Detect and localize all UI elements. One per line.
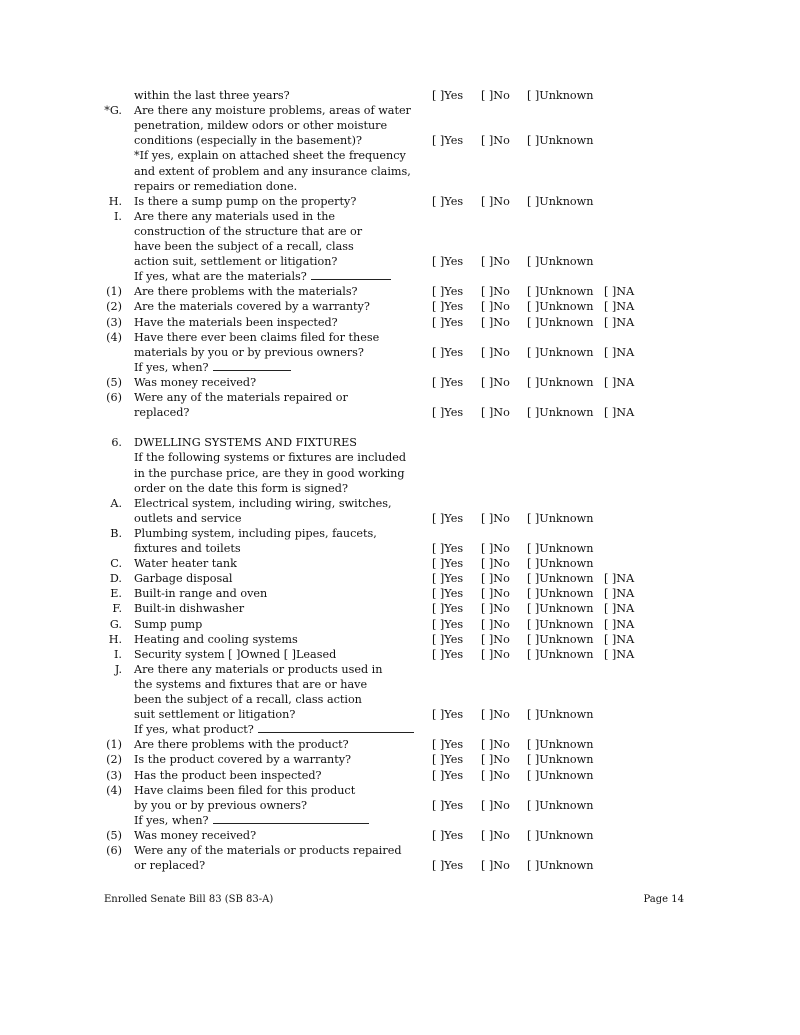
checkbox-yes[interactable]: [ ]Yes: [432, 194, 464, 208]
item-marker: H.: [108, 632, 122, 646]
question-label: Are there any materials or products used in: [134, 662, 383, 676]
question-text: [134, 330, 379, 345]
question-label: Was money received?: [134, 375, 257, 389]
checkbox-na[interactable]: [ ]NA: [604, 572, 635, 586]
checkbox-unknown[interactable]: [ ]Unknown: [527, 542, 594, 555]
question-text: [134, 737, 349, 752]
question-label: and extent of problem and any insurance claims,: [134, 164, 411, 178]
form-line: [0, 526, 800, 541]
checkbox-yes[interactable]: [ ]Yes: [432, 255, 464, 269]
checkbox-yes[interactable]: [ ]Yes: [432, 134, 464, 148]
form-line: [0, 556, 800, 571]
question-text: [134, 692, 362, 707]
question-text: [134, 450, 406, 465]
question-text: [134, 677, 367, 692]
question-text: [134, 315, 338, 330]
checkbox-unknown[interactable]: [ ]Unknown: [527, 708, 594, 722]
form-line: [0, 843, 800, 858]
question-label: outlets and service: [134, 511, 242, 525]
form-line: [0, 858, 800, 873]
question-text: [134, 118, 387, 133]
form-line: [0, 496, 800, 511]
question-label: in the purchase price, are they in good working: [134, 466, 405, 480]
item-marker: (1): [106, 285, 122, 299]
question-text: [134, 435, 357, 450]
question-label: Are there any moisture problems, areas of water: [134, 104, 411, 118]
item-marker: (2): [106, 300, 122, 314]
item-marker: (1): [106, 738, 122, 752]
checkbox-no[interactable]: [ ]No: [481, 768, 510, 782]
form-line: [0, 828, 800, 843]
checkbox-unknown[interactable]: [ ]Unknown: [527, 828, 594, 842]
question-text: [134, 511, 242, 526]
form-line: [0, 88, 800, 103]
question-label: replaced?: [134, 406, 190, 420]
question-text: [134, 254, 337, 269]
form-line: [0, 103, 800, 118]
form-line: [0, 662, 800, 677]
question-text: [134, 239, 354, 254]
question-text: [134, 571, 233, 586]
checkbox-yes[interactable]: [ ]Yes: [432, 572, 464, 586]
question-label: Are there problems with the materials?: [134, 285, 358, 299]
question-text: [134, 752, 351, 767]
question-label: Garbage disposal: [134, 572, 233, 586]
checkbox-no[interactable]: [ ]No: [481, 602, 510, 616]
item-marker: (2): [106, 753, 122, 767]
checkbox-unknown[interactable]: [ ]Unknown: [527, 300, 594, 314]
item-marker: B.: [110, 526, 122, 540]
checkbox-no[interactable]: [ ]No: [481, 300, 510, 314]
question-label: or replaced?: [134, 859, 206, 873]
form-line: [0, 420, 800, 435]
form-line: [0, 813, 800, 828]
checkbox-yes[interactable]: [ ]Yes: [432, 828, 464, 842]
checkbox-no[interactable]: [ ]No: [481, 753, 510, 767]
form-line: [0, 466, 800, 481]
checkbox-unknown[interactable]: [ ]Unknown: [527, 285, 594, 299]
form-line: [0, 269, 800, 284]
form-line: [0, 299, 800, 314]
checkbox-yes[interactable]: [ ]Yes: [432, 738, 464, 752]
checkbox-yes[interactable]: [ ]Yes: [432, 708, 464, 722]
item-marker: (6): [106, 391, 122, 404]
checkbox-no[interactable]: [ ]No: [481, 134, 510, 148]
form-line: [0, 511, 800, 526]
item-marker: (4): [106, 330, 122, 344]
form-line: [0, 632, 800, 647]
question-text: [134, 541, 241, 556]
checkbox-na[interactable]: [ ]NA: [604, 617, 635, 631]
checkbox-unknown[interactable]: [ ]Unknown: [527, 587, 594, 601]
question-label: Is the product covered by a warranty?: [134, 753, 352, 767]
question-label: Were any of the materials or products repaired: [134, 844, 402, 857]
question-text: [134, 88, 290, 103]
question-text: [134, 496, 392, 511]
question-label: materials by you or by previous owners?: [134, 345, 364, 359]
form-line: [0, 209, 800, 224]
question-label: penetration, mildew odors or other moisture: [134, 119, 388, 133]
question-label: fixtures and toilets: [134, 542, 241, 555]
form-line: [0, 330, 800, 345]
item-marker: F.: [112, 602, 122, 616]
question-label: Sump pump: [134, 617, 203, 631]
question-label: been the subject of a recall, class action: [134, 693, 362, 706]
question-text: [134, 707, 295, 722]
item-marker: (3): [106, 768, 122, 782]
checkbox-na[interactable]: [ ]NA: [604, 632, 635, 646]
checkbox-no[interactable]: [ ]No: [481, 708, 510, 722]
form-line: [0, 345, 800, 360]
form-line: [0, 541, 800, 556]
checkbox-unknown[interactable]: [ ]Unknown: [527, 255, 594, 269]
checkbox-no[interactable]: [ ]No: [481, 511, 510, 525]
checkbox-unknown[interactable]: [ ]Unknown: [527, 194, 594, 208]
question-label: by you or by previous owners?: [134, 798, 308, 812]
item-marker: D.: [109, 572, 122, 586]
checkbox-no[interactable]: [ ]No: [481, 89, 510, 102]
question-text: [134, 148, 406, 163]
question-text: [134, 783, 355, 798]
question-label: If yes, what product?: [134, 723, 254, 737]
form-line: [0, 692, 800, 707]
item-marker: (4): [106, 783, 122, 797]
question-text: [134, 481, 348, 496]
form-line: [0, 647, 800, 662]
answer-blank-line[interactable]: [311, 269, 391, 280]
item-marker: I.: [114, 209, 122, 223]
checkbox-unknown[interactable]: [ ]Unknown: [527, 345, 594, 359]
form-line: [0, 783, 800, 798]
checkbox-na[interactable]: [ ]NA: [604, 647, 635, 661]
question-label: order on the date this form is signed?: [134, 481, 348, 495]
question-label: Security system [ ]Owned [ ]Leased: [134, 647, 337, 661]
checkbox-no[interactable]: [ ]No: [481, 345, 510, 359]
form-line: [0, 677, 800, 692]
form-line: [0, 586, 800, 601]
checkbox-unknown[interactable]: [ ]Unknown: [527, 375, 594, 389]
form-line: [0, 179, 800, 194]
question-text: [134, 164, 411, 179]
form-line: [0, 571, 800, 586]
checkbox-yes[interactable]: [ ]Yes: [432, 557, 464, 571]
item-marker: G.: [109, 617, 122, 631]
form-line: [0, 768, 800, 783]
item-marker: (3): [106, 315, 122, 329]
checkbox-unknown[interactable]: [ ]Unknown: [527, 753, 594, 767]
checkbox-na[interactable]: [ ]NA: [604, 300, 635, 314]
checkbox-no[interactable]: [ ]No: [481, 587, 510, 601]
question-text: [134, 345, 364, 360]
checkbox-unknown[interactable]: [ ]Unknown: [527, 738, 594, 752]
checkbox-no[interactable]: [ ]No: [481, 255, 510, 269]
form-line: [0, 752, 800, 767]
form-line: [0, 254, 800, 269]
question-label: Heating and cooling systems: [134, 632, 298, 646]
question-label: the systems and fixtures that are or have: [134, 677, 368, 691]
checkbox-unknown[interactable]: [ ]Unknown: [527, 768, 594, 782]
question-label: If yes, what are the materials?: [134, 270, 307, 284]
question-text: [134, 133, 362, 148]
checkbox-no[interactable]: [ ]No: [481, 315, 510, 329]
checkbox-no[interactable]: [ ]No: [481, 617, 510, 631]
checkbox-no[interactable]: [ ]No: [481, 859, 510, 873]
checkbox-unknown[interactable]: [ ]Unknown: [527, 557, 594, 571]
question-text: [134, 662, 382, 677]
question-label: If yes, when?: [134, 360, 209, 374]
footer-bill-title: Enrolled Senate Bill 83 (SB 83-A): [104, 894, 274, 905]
checkbox-yes[interactable]: [ ]Yes: [432, 587, 464, 601]
question-label: Plumbing system, including pipes, faucets,: [134, 526, 377, 540]
question-text: [134, 586, 267, 601]
form-line: [0, 133, 800, 148]
question-label: Electrical system, including wiring, switches,: [134, 496, 392, 510]
checkbox-yes[interactable]: [ ]Yes: [432, 300, 464, 314]
question-text: [134, 798, 307, 813]
question-text: [134, 224, 362, 239]
checkbox-yes[interactable]: [ ]Yes: [432, 632, 464, 646]
form-line: [0, 284, 800, 299]
checkbox-na[interactable]: [ ]NA: [604, 375, 635, 389]
question-text: [134, 466, 405, 481]
question-label: DWELLING SYSTEMS AND FIXTURES: [134, 436, 357, 450]
question-text: [134, 299, 370, 314]
checkbox-no[interactable]: [ ]No: [481, 647, 510, 661]
checkbox-yes[interactable]: [ ]Yes: [432, 647, 464, 661]
form-line: [0, 450, 800, 465]
question-label: Have claims been filed for this product: [134, 783, 356, 797]
form-line: [0, 194, 800, 209]
question-label: Has the product been inspected?: [134, 768, 322, 782]
answer-blank-line[interactable]: [258, 722, 414, 733]
form-line: [0, 239, 800, 254]
question-label: If the following systems or fixtures are included: [134, 451, 407, 465]
checkbox-yes[interactable]: [ ]Yes: [432, 542, 464, 555]
item-marker: *G.: [104, 104, 122, 118]
checkbox-unknown[interactable]: [ ]Unknown: [527, 632, 594, 646]
form-line: [0, 148, 800, 163]
item-marker: J.: [114, 662, 122, 676]
question-text: [134, 269, 391, 284]
question-label: Are there any materials used in the: [134, 209, 336, 223]
question-label: within the last three years?: [134, 89, 290, 102]
checkbox-yes[interactable]: [ ]Yes: [432, 315, 464, 329]
checkbox-yes[interactable]: [ ]Yes: [432, 89, 464, 102]
form-line: [0, 390, 800, 405]
checkbox-na[interactable]: [ ]NA: [604, 315, 635, 329]
question-text: [134, 284, 358, 299]
question-label: Are the materials covered by a warranty?: [134, 300, 370, 314]
question-label: Have the materials been inspected?: [134, 315, 338, 329]
item-marker: A.: [110, 496, 122, 510]
question-text: [134, 194, 356, 209]
checkbox-no[interactable]: [ ]No: [481, 738, 510, 752]
checkbox-unknown[interactable]: [ ]Unknown: [527, 798, 594, 812]
item-marker: I.: [114, 647, 122, 661]
form-line: [0, 601, 800, 616]
question-label: If yes, when?: [134, 813, 209, 827]
form-line: [0, 118, 800, 133]
checkbox-unknown[interactable]: [ ]Unknown: [527, 572, 594, 586]
question-label: *If yes, explain on attached sheet the frequency: [134, 149, 406, 163]
checkbox-yes[interactable]: [ ]Yes: [432, 345, 464, 359]
form-line: [0, 405, 800, 420]
checkbox-no[interactable]: [ ]No: [481, 798, 510, 812]
checkbox-unknown[interactable]: [ ]Unknown: [527, 859, 594, 873]
form-line: [0, 375, 800, 390]
question-label: construction of the structure that are or: [134, 224, 363, 238]
question-label: Built-in range and oven: [134, 587, 268, 601]
checkbox-unknown[interactable]: [ ]Unknown: [527, 89, 594, 102]
checkbox-unknown[interactable]: [ ]Unknown: [527, 617, 594, 631]
checkbox-unknown[interactable]: [ ]Unknown: [527, 315, 594, 329]
checkbox-no[interactable]: [ ]No: [481, 406, 510, 420]
checkbox-yes[interactable]: [ ]Yes: [432, 602, 464, 616]
checkbox-no[interactable]: [ ]No: [481, 557, 510, 571]
checkbox-no[interactable]: [ ]No: [481, 194, 510, 208]
form-line: [0, 798, 800, 813]
form-line: [0, 481, 800, 496]
item-marker: 6.: [111, 436, 122, 450]
checkbox-na[interactable]: [ ]NA: [604, 587, 635, 601]
checkbox-yes[interactable]: [ ]Yes: [432, 617, 464, 631]
form-line: [0, 617, 800, 632]
question-text: [134, 617, 202, 632]
question-label: have been the subject of a recall, class: [134, 240, 354, 253]
item-marker: E.: [110, 587, 122, 601]
checkbox-unknown[interactable]: [ ]Unknown: [527, 511, 594, 525]
checkbox-yes[interactable]: [ ]Yes: [432, 406, 464, 420]
checkbox-na[interactable]: [ ]NA: [604, 602, 635, 616]
checkbox-no[interactable]: [ ]No: [481, 285, 510, 299]
question-text: [134, 526, 377, 541]
question-label: Water heater tank: [134, 557, 237, 571]
question-text: [134, 647, 336, 662]
checkbox-no[interactable]: [ ]No: [481, 375, 510, 389]
form-line: [0, 224, 800, 239]
question-text: [134, 843, 401, 858]
checkbox-unknown[interactable]: [ ]Unknown: [527, 602, 594, 616]
answer-blank-line[interactable]: [213, 813, 369, 824]
checkbox-yes[interactable]: [ ]Yes: [432, 375, 464, 389]
question-label: Was money received?: [134, 828, 257, 842]
question-label: suit settlement or litigation?: [134, 708, 296, 722]
question-text: [134, 556, 237, 571]
question-text: [134, 601, 244, 616]
checkbox-yes[interactable]: [ ]Yes: [432, 768, 464, 782]
checkbox-no[interactable]: [ ]No: [481, 542, 510, 555]
question-text: [134, 858, 205, 873]
checkbox-na[interactable]: [ ]NA: [604, 285, 635, 299]
form-line: [0, 435, 800, 450]
question-text: [134, 375, 256, 390]
item-marker: C.: [110, 557, 122, 571]
form-line: [0, 737, 800, 752]
item-marker: H.: [108, 194, 122, 208]
checkbox-unknown[interactable]: [ ]Unknown: [527, 134, 594, 148]
item-marker: (5): [106, 375, 122, 389]
checkbox-no[interactable]: [ ]No: [481, 828, 510, 842]
checkbox-yes[interactable]: [ ]Yes: [432, 753, 464, 767]
form-line: [0, 164, 800, 179]
checkbox-yes[interactable]: [ ]Yes: [432, 511, 464, 525]
question-text: [134, 828, 256, 843]
checkbox-yes[interactable]: [ ]Yes: [432, 859, 464, 873]
question-label: Were any of the materials repaired or: [134, 391, 348, 404]
footer-page-number: Page 14: [643, 894, 684, 905]
question-label: Built-in dishwasher: [134, 602, 245, 616]
question-text: [134, 179, 297, 194]
question-text: [134, 209, 335, 224]
item-marker: (6): [106, 844, 122, 857]
question-label: Have there ever been claims filed for these: [134, 330, 380, 344]
checkbox-no[interactable]: [ ]No: [481, 632, 510, 646]
question-text: [134, 405, 189, 420]
form-line: [0, 360, 800, 375]
checkbox-unknown[interactable]: [ ]Unknown: [527, 406, 594, 420]
checkbox-yes[interactable]: [ ]Yes: [432, 285, 464, 299]
checkbox-na[interactable]: [ ]NA: [604, 406, 635, 420]
form-line: [0, 707, 800, 722]
question-label: action suit, settlement or litigation?: [134, 255, 338, 269]
question-text: [134, 813, 369, 828]
item-marker: (5): [106, 828, 122, 842]
question-label: repairs or remediation done.: [134, 179, 298, 193]
checkbox-yes[interactable]: [ ]Yes: [432, 798, 464, 812]
checkbox-no[interactable]: [ ]No: [481, 572, 510, 586]
form-line: [0, 315, 800, 330]
question-label: Are there problems with the product?: [134, 738, 349, 752]
question-text: [134, 390, 348, 405]
question-label: Is there a sump pump on the property?: [134, 194, 357, 208]
question-label: conditions (especially in the basement)?: [134, 134, 363, 148]
question-text: [134, 360, 291, 375]
answer-blank-line[interactable]: [213, 360, 291, 371]
question-text: [134, 103, 411, 118]
checkbox-na[interactable]: [ ]NA: [604, 345, 635, 359]
question-text: [134, 722, 414, 737]
question-text: [134, 632, 298, 647]
checkbox-unknown[interactable]: [ ]Unknown: [527, 647, 594, 661]
form-line: [0, 722, 800, 737]
question-text: [134, 768, 322, 783]
